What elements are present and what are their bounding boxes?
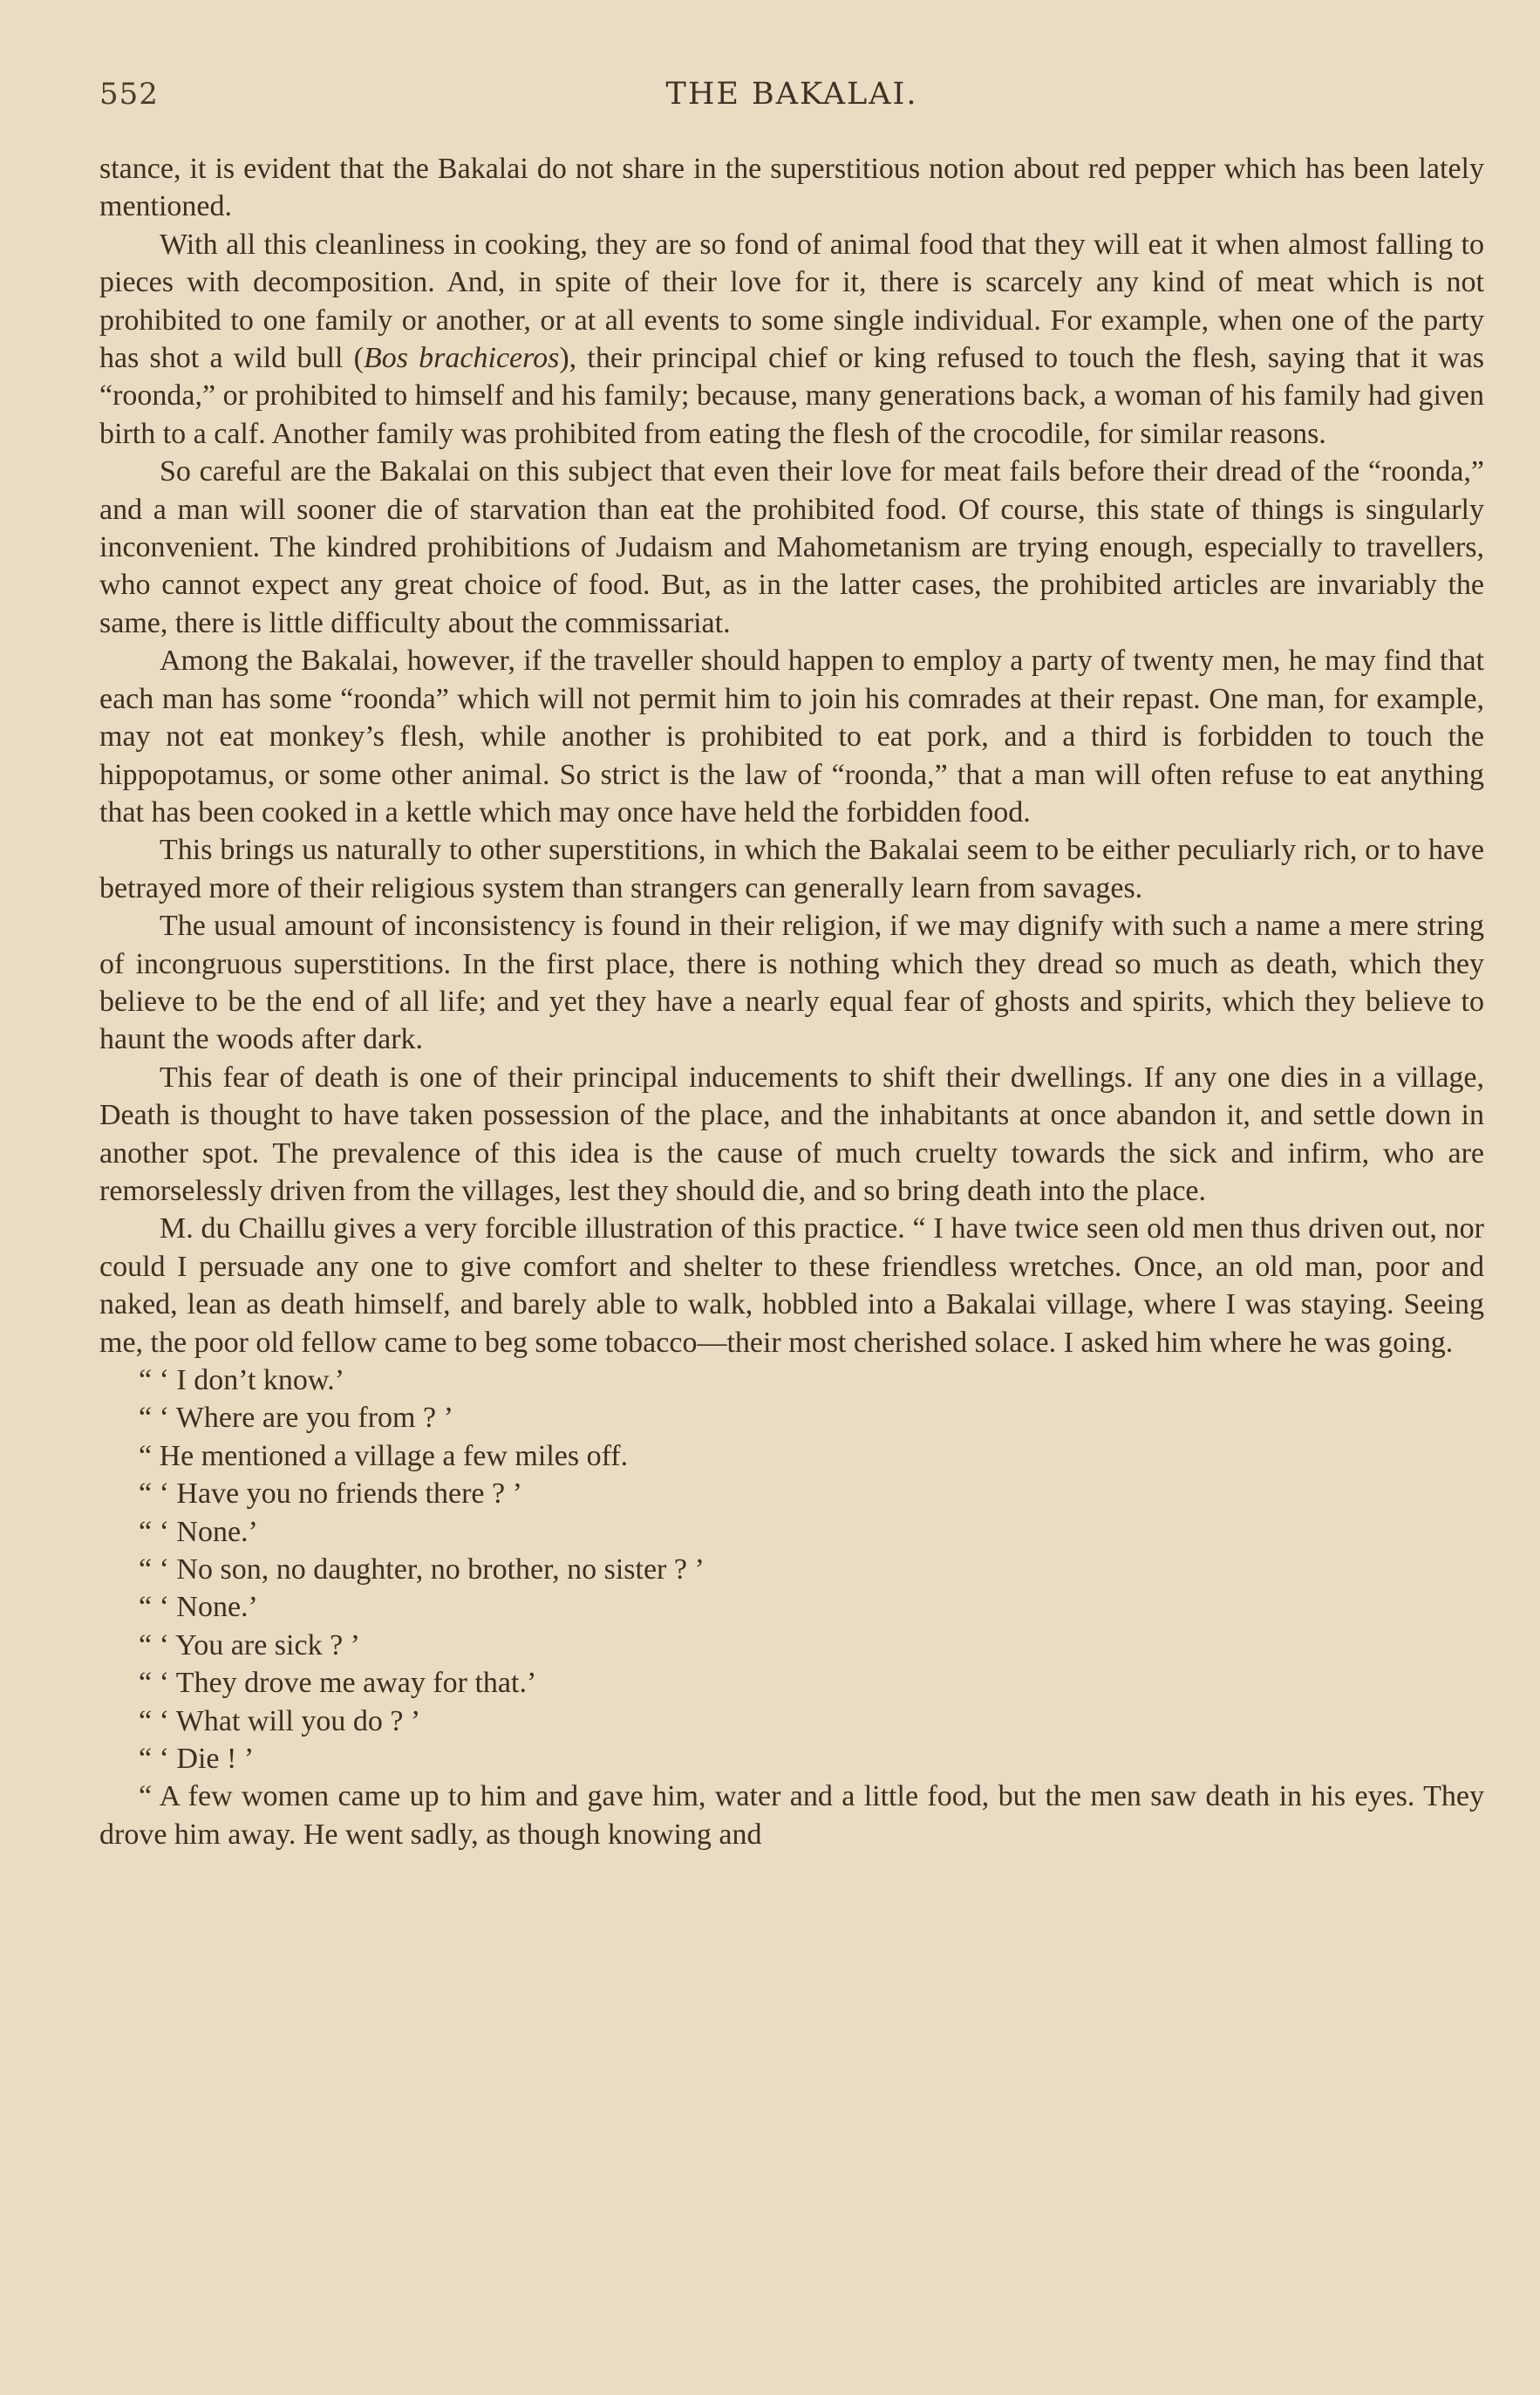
dialog-line: “ ‘ They drove me away for that.’ bbox=[139, 1667, 537, 1700]
dialog-line: “ ‘ You are sick ? ’ bbox=[139, 1628, 360, 1661]
dialog-line: “ ‘ None.’ bbox=[139, 1591, 258, 1624]
species-name: Bos brachiceros bbox=[363, 342, 560, 375]
dialog-line: “ ‘ I don’t know.’ bbox=[139, 1364, 345, 1396]
paragraph-superstitions: This brings us naturally to other superstitions, in which the Bakalai seem to be either peculiarly rich, or to have betrayed more of their religious system than strangers can generally learn from savages. bbox=[99, 834, 1484, 904]
body-text bbox=[99, 150, 1484, 1853]
dialog-line: “ ‘ Die ! ’ bbox=[139, 1743, 255, 1776]
dialog-line: “ ‘ Have you no friends there ? ’ bbox=[139, 1477, 522, 1511]
paragraph-cooking-prohibitions: With all this cleanliness in cooking, they are so fond of animal food that they will eat it when almost falling to pieces with decomposition. And, in spite of their love for it, there is scarcely any kind of meat which is not prohibited to one family or another, or at all events to some single individual. For example, when one of the party has shot a wild bull (Bos brachiceros), their principal chief or king refused to touch the flesh, saying that it was “roonda,” or prohibited to himself and his family; because, many generations back, a woman of his family had given birth to a calf. Another family was prohibited from eating the flesh of the crocodile, for similar reasons. bbox=[99, 228, 1484, 450]
paragraph-women-water: “ A few women came up to him and gave him, water and a little food, but the men saw death in his eyes. They drove him away. He went sadly, as though knowing and bbox=[99, 1780, 1484, 1851]
running-head bbox=[99, 77, 1484, 120]
dialog-line: “ ‘ None.’ bbox=[139, 1515, 258, 1548]
paragraph-fear-of-death: This fear of death is one of their principal inducements to shift their dwellings. If any one dies in a village, Death is thought to have taken possession of the place, and the inhabitants at once abandon it, and settle down in another spot. The prevalence of this idea is the cause of much cruelty towards the sick and infirm, who are remorselessly driven from the villages, lest they should die, and so bring death into the place. bbox=[99, 1061, 1484, 1207]
paragraph-du-chaillu: M. du Chaillu gives a very forcible illustration of this practice. “ I have twice seen old men thus driven out, nor could I persuade any one to give comfort and shelter to these friendless wretches. Once, an old man, poor and naked, lean as death himself, and barely able to walk, hobbled into a Bakalai village, where I was staying. Seeing me, the poor old fellow came to beg some tobacco—their most cherished solace. I asked him where he was going. bbox=[99, 1212, 1484, 1359]
paragraph-continuation: stance, it is evident that the Bakalai do not share in the superstitious notion about red pepper which has been lately mentioned. bbox=[99, 153, 1484, 223]
page-number: 552 bbox=[99, 77, 159, 112]
dialog-line: “ ‘ What will you do ? ’ bbox=[139, 1704, 421, 1737]
paragraph-traveller-party: Among the Bakalai, however, if the traveller should happen to employ a party of twenty men, he may find that each man has some “roonda” which will not permit him to join his comrades at their repast. One man, for example, may not eat monkey’s flesh, while another is prohibited to eat pork, and a third is forbidden to touch the hippopotamus, or some other animal. So strict is the law of “roonda,” that a man will often refuse to eat anything that has been cooked in a kettle which may once have held the forbidden food. bbox=[99, 645, 1484, 829]
dialog-line: “ ‘ No son, no daughter, no brother, no sister ? ’ bbox=[139, 1553, 705, 1586]
running-title: THE BAKALAI. bbox=[665, 77, 918, 112]
paragraph-religion: The usual amount of inconsistency is found in their religion, if we may dignify with such a name a mere string of incongruous superstitions. In the first place, there is nothing which they dread so much as death, which they believe to be the end of all life; and yet they have a nearly equal fear of ghosts and spirits, which they believe to haunt the woods after dark. bbox=[99, 910, 1484, 1056]
dialog-line: “ He mentioned a village a few miles off. bbox=[139, 1439, 629, 1472]
dialog-line: “ ‘ Where are you from ? ’ bbox=[139, 1402, 453, 1435]
paragraph-roonda-dread: So careful are the Bakalai on this subject that even their love for meat fails before their dread of the “roonda,” and a man will sooner die of starvation than eat the prohibited food. Of course, this state of things is singularly inconvenient. The kindred prohibitions of Judaism and Mahometanism are trying enough, especially to travellers, who cannot expect any great choice of food. But, as in the latter cases, the prohibited articles are invariably the same, there is little difficulty about the commissariat. bbox=[99, 455, 1484, 639]
